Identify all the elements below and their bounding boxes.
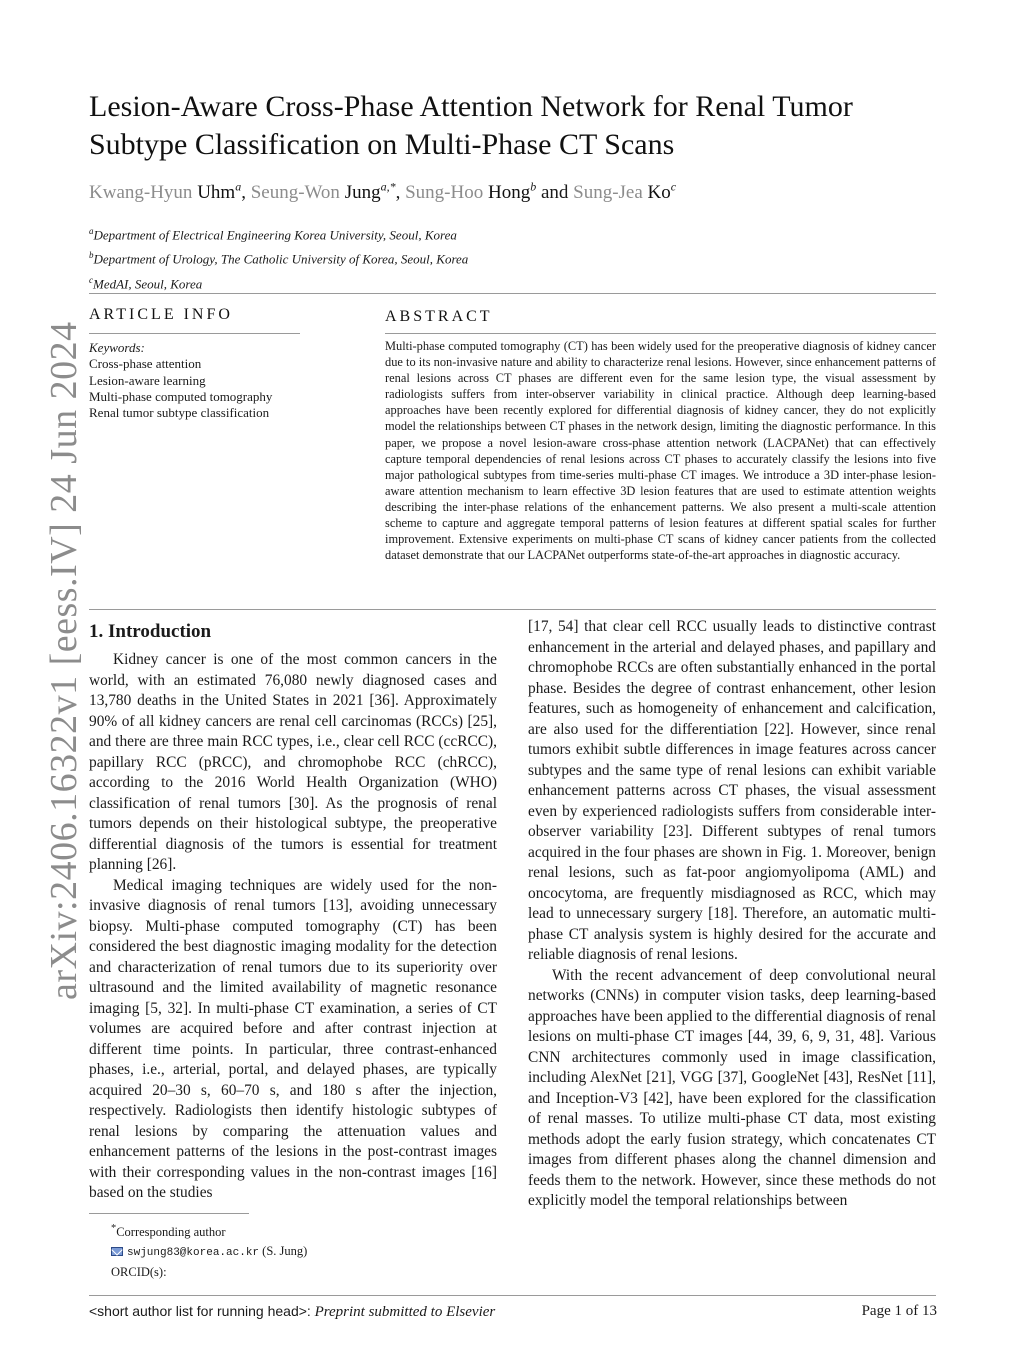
author: Seung-Won Jung$^{a,*}$, bbox=[250, 180, 406, 204]
body-divider bbox=[89, 609, 936, 610]
paragraph: Kidney cancer is one of the most common cancers in the world, with an estimated 76,080 newly diagnosed cases and 13,780 deaths in the United States in 2021 [36]. Approximately 90% of all kidney cancers are renal cell carcinomas (RCCs) [25], and there are three main RCC types, i.e., clear cell RCC (ccRCC), papillary RCC (pRCC), and chromophobe RCC (chRCC), according to the 2016 World Health Organization (WHO) classification of renal tumors [30]. As the prognosis of renal tumors depends on their histological subtype, the preoperative differential diagnosis of the tumors is essential for treatment planning [26]. bbox=[89, 651, 497, 873]
email-link[interactable]: swjung83@korea.ac.kr bbox=[127, 1247, 260, 1260]
running-head: <short author list for running head>: bbox=[89, 1303, 311, 1319]
paragraph: [17, 54] that clear cell RCC usually leads to distinctive contrast enhancement in the arterial and delayed phases, and papillary and chromophobe RCCs are often substantially enhanced in the portal phase. Besides the degree of contrast enhancement, other lesion features, such as homogeneity of enhancement and calcification, are also used for the differentiation [22]. However, since renal tumors exhibit subtle differences in image features across cancer subtypes and the same type of renal lesions can exhibit variable enhancement patterns across CT phases, the visual assessment even by experienced radiologists suffers from considerable inter-observer variability [23]. Different subtypes of renal tumors acquired in the four phases are shown in Fig. 1. Moreover, benign renal lesions, such as fat-poor angiomyolipoma (AML) and oncocytoma, are frequently misdiagnosed as RCC, which may lead to unnecessary surgery [18]. Therefore, an automatic multi-phase CT analysis system is highly desired for the accurate and reliable diagnosis of renal lesions. bbox=[528, 618, 936, 963]
article-info-divider bbox=[89, 333, 300, 334]
preprint-note: Preprint submitted to Elsevier bbox=[314, 1304, 496, 1320]
affiliation: $^a$Department of Electrical Engineering Korea University, Seoul, Korea bbox=[89, 226, 457, 243]
keyword: Cross-phase attention bbox=[89, 356, 202, 372]
keyword: Lesion-aware learning bbox=[89, 372, 206, 388]
page-footer bbox=[89, 1303, 937, 1321]
arxiv-identifier: arXiv:2406.16322v1 [eess.IV] 24 Jun 2024 bbox=[43, 321, 85, 1000]
footnote-divider bbox=[89, 1213, 249, 1214]
keywords-block bbox=[89, 340, 272, 421]
orcid-line: ORCID(s): bbox=[111, 1265, 167, 1280]
affiliation: $^b$Department of Urology, The Catholic University of Korea, Seoul, Korea bbox=[89, 250, 469, 267]
keywords-label: Keywords: bbox=[89, 340, 145, 355]
abstract-text: Multi-phase computed tomography (CT) has been widely used for the preoperative diagnosis of kidney cancer due to its non-invasive nature and ability to characterize renal lesions. However, since enhancement patterns of renal lesions across CT phases are different even for the same lesion type, the visual assessment by radiologists suffers from inter-observer variability in clinical practice. Although deep learning-based approaches have been recently explored for differential diagnosis of kidney cancer, they do not explicitly model the relationships between CT phases in the network design, limiting the diagnostic performance. In this paper, we propose a novel lesion-aware cross-phase attention network (LACPANet) that can effectively capture temporal dependencies of renal lesions across CT phases to accurately classify the lesions into five major pathological subtypes from time-series multi-phase CT images. We introduce a 3D inter-phase lesion-aware attention mechanism to learn effective 3D lesion features that are used to estimate attention weights describing the inter-phase relations of the enhancement patterns. We also present a multi-scale attention scheme to capture and aggregate temporal patterns of lesion features at different spatial scales for further improvement. Extensive experiments on multi-phase CT scans of kidney cancer patients from the collected dataset demonstrate that our LACPANet outperforms state-of-the-art approaches in diagnostic accuracy. bbox=[385, 339, 936, 563]
mail-icon bbox=[111, 1247, 123, 1256]
footer-divider bbox=[89, 1295, 936, 1296]
author: Sung-Hoo Hong$^b$ and bbox=[405, 180, 574, 204]
paragraph: Medical imaging techniques are widely used for the non-invasive diagnosis of renal tumors [13], avoiding unnecessary biopsy. Multi-phase computed tomography (CT) has been considered the best diagnostic imaging modality for the detection and characterization of renal tumors due to its superiority over ultrasound and the limited availability of magnetic resonance imaging [5, 32]. In multi-phase CT examination, a series of CT volumes are acquired before and after contrast injection at different time points. In particular, three contrast-enhanced phases, i.e., arterial, portal, and delayed phases, are typically acquired 20–30 s, 60–70 s, and 180 s after the injection, respectively. Radiologists then identify histologic subtypes of renal lesions by comparing the attenuation values and enhancement patterns of the lesions in the post-contrast images with their corresponding values in the non-contrast images [16] based on the studies bbox=[89, 876, 497, 1201]
footnote bbox=[111, 1219, 307, 1282]
abstract-divider bbox=[385, 333, 936, 334]
affiliations bbox=[89, 221, 468, 294]
left-column bbox=[89, 650, 497, 1204]
right-column bbox=[528, 617, 936, 1212]
section-heading: 1. Introduction bbox=[89, 621, 212, 642]
header-divider bbox=[89, 293, 936, 294]
corresponding-author-note: *Corresponding author bbox=[111, 1223, 226, 1240]
author: Kwang-Hyun Uhm$^a$, bbox=[89, 180, 251, 204]
page-number: Page 1 of 13 bbox=[861, 1303, 937, 1319]
affiliation: $^c$MedAI, Seoul, Korea bbox=[89, 274, 203, 291]
paragraph: With the recent advancement of deep convolutional neural networks (CNNs) in computer vision tasks, deep learning-based approaches have been applied to the differential diagnosis of renal lesions on multi-phase CT images [44, 39, 6, 9, 31, 48]. Various CNN architectures commonly used in image classification, including AlexNet [21], VGG [37], GoogleNet [43], ResNet [11], and Inception-V3 [42], have been explored for the classification of renal masses. To utilize multi-phase CT data, most existing methods adopt the early fusion strategy, which concatenates CT images from different phases along the channel dimension and feeds them to the network. However, since these methods do not explicitly model the temporal relationships between bbox=[528, 966, 936, 1209]
email-line: swjung83@korea.ac.kr (S. Jung) bbox=[111, 1242, 307, 1263]
keyword: Multi-phase computed tomography bbox=[89, 388, 273, 404]
article-info-heading: ARTICLE INFO bbox=[89, 306, 233, 323]
keyword: Renal tumor subtype classification bbox=[89, 405, 270, 421]
author: Sung-Jea Ko$^c$ bbox=[573, 180, 677, 204]
abstract-heading: ABSTRACT bbox=[385, 308, 493, 325]
paper-title: Lesion-Aware Cross-Phase Attention Network for Renal Tumor Subtype Classification on Multi-Phase CT Scans bbox=[89, 90, 853, 161]
author-list bbox=[89, 180, 676, 204]
